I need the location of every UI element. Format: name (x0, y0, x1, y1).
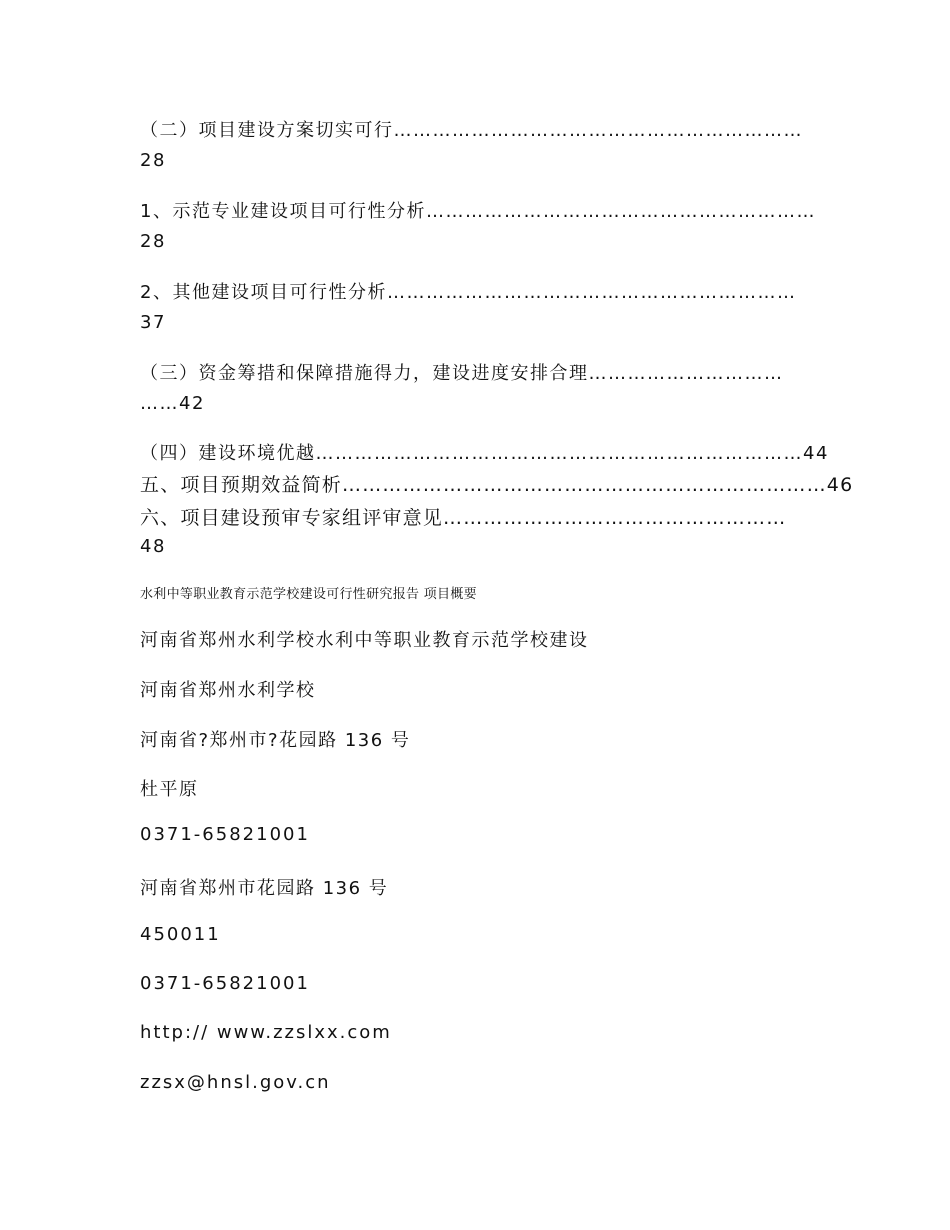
toc-entry-2-1-1-page: 28 (140, 231, 166, 252)
website-link[interactable]: http:// www.zzslxx.com (140, 1022, 392, 1043)
summary-heading: 水利中等职业教育示范学校建设可行性研究报告 项目概要 (140, 587, 477, 602)
email-link[interactable]: zzsx@hnsl.gov.cn (140, 1072, 331, 1093)
address: 河南省?郑州市?花园路 136 号 (140, 730, 411, 751)
project-name: 河南省郑州水利学校水利中等职业教育示范学校建设 (140, 630, 589, 651)
toc-entry-6-page: 48 (140, 536, 166, 557)
unit-name: 河南省郑州水利学校 (140, 680, 316, 701)
toc-entry-2-1[interactable]: （二）项目建设方案切实可行……………………………………………………… (140, 120, 803, 141)
toc-entry-2-1-2-page: 37 (140, 312, 166, 333)
mail-address: 河南省郑州市花园路 136 号 (140, 878, 389, 899)
toc-entry-2-3[interactable]: （三）资金筹措和保障措施得力，建设进度安排合理………………………… (140, 363, 784, 384)
toc-entry-2-3-page: ……42 (140, 393, 205, 414)
postcode: 450011 (140, 924, 221, 945)
toc-entry-2-4[interactable]: （四）建设环境优越…………………………………………………………………44 (140, 443, 829, 464)
fax: 0371-65821001 (140, 973, 310, 994)
phone: 0371-65821001 (140, 824, 310, 845)
toc-entry-2-1-page: 28 (140, 150, 166, 171)
toc-entry-5[interactable]: 五、项目预期效益简析………………………………………………………………46 (140, 474, 854, 496)
toc-entry-6[interactable]: 六、项目建设预审专家组评审意见…………………………………………… (140, 507, 787, 529)
toc-entry-2-1-2[interactable]: 2、其他建设项目可行性分析……………………………………………………… (140, 282, 797, 303)
toc-entry-2-1-1[interactable]: 1、示范专业建设项目可行性分析…………………………………………………… (140, 201, 816, 222)
contact-person: 杜平原 (140, 779, 199, 800)
